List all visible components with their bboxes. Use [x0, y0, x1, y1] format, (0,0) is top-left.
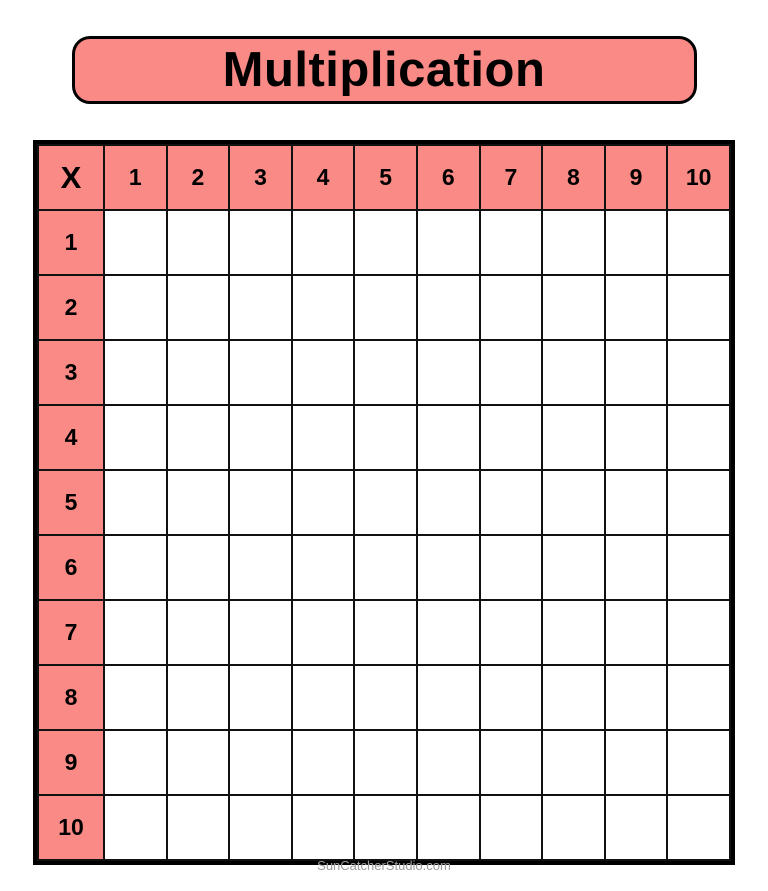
grid-cell[interactable] — [542, 795, 605, 860]
grid-cell[interactable] — [605, 665, 668, 730]
row-header: 8 — [38, 665, 104, 730]
grid-cell[interactable] — [354, 405, 417, 470]
grid-cell[interactable] — [667, 730, 730, 795]
grid-cell[interactable] — [417, 600, 480, 665]
grid-cell[interactable] — [167, 470, 230, 535]
grid-cell[interactable] — [167, 795, 230, 860]
grid-cell[interactable] — [354, 340, 417, 405]
column-header: 1 — [104, 145, 167, 210]
grid-cell[interactable] — [104, 210, 167, 275]
grid-cell[interactable] — [104, 795, 167, 860]
grid-cell[interactable] — [229, 600, 292, 665]
grid-cell[interactable] — [167, 600, 230, 665]
column-header: 3 — [229, 145, 292, 210]
row-header: 2 — [38, 275, 104, 340]
grid-cell[interactable] — [292, 340, 355, 405]
grid-cell[interactable] — [354, 730, 417, 795]
grid-cell[interactable] — [417, 340, 480, 405]
grid-cell[interactable] — [417, 795, 480, 860]
grid-cell[interactable] — [229, 795, 292, 860]
grid-cell[interactable] — [104, 730, 167, 795]
grid-cell[interactable] — [667, 665, 730, 730]
grid-cell[interactable] — [229, 275, 292, 340]
table-row — [38, 600, 730, 665]
grid-cell[interactable] — [292, 600, 355, 665]
grid-cell[interactable] — [104, 470, 167, 535]
grid-cell[interactable] — [167, 730, 230, 795]
grid-cell[interactable] — [292, 535, 355, 600]
grid-cell[interactable] — [667, 340, 730, 405]
grid-cell[interactable] — [480, 340, 543, 405]
table-row — [38, 730, 730, 795]
grid-cell[interactable] — [605, 340, 668, 405]
table-row — [38, 665, 730, 730]
grid-cell[interactable] — [354, 665, 417, 730]
table-row — [38, 470, 730, 535]
grid-cell[interactable] — [229, 210, 292, 275]
grid-cell[interactable] — [104, 535, 167, 600]
grid-cell[interactable] — [667, 600, 730, 665]
grid-cell[interactable] — [167, 405, 230, 470]
grid-cell[interactable] — [417, 470, 480, 535]
grid-cell[interactable] — [480, 535, 543, 600]
grid-cell[interactable] — [167, 210, 230, 275]
column-header: 2 — [167, 145, 230, 210]
grid-cell[interactable] — [605, 730, 668, 795]
table-body — [38, 145, 730, 860]
grid-cell[interactable] — [292, 665, 355, 730]
grid-cell[interactable] — [104, 340, 167, 405]
row-header: 6 — [38, 535, 104, 600]
grid-cell[interactable] — [605, 470, 668, 535]
row-header: 3 — [38, 340, 104, 405]
grid-cell[interactable] — [417, 730, 480, 795]
grid-cell[interactable] — [229, 535, 292, 600]
table-row — [38, 405, 730, 470]
table-row — [38, 210, 730, 275]
row-header: 1 — [38, 210, 104, 275]
grid-cell[interactable] — [104, 275, 167, 340]
grid-cell[interactable] — [605, 405, 668, 470]
grid-cell[interactable] — [292, 730, 355, 795]
column-header: 7 — [480, 145, 543, 210]
grid-cell[interactable] — [167, 275, 230, 340]
grid-cell[interactable] — [292, 405, 355, 470]
grid-cell[interactable] — [605, 795, 668, 860]
multiplication-grid — [33, 140, 735, 865]
grid-cell[interactable] — [605, 275, 668, 340]
grid-cell[interactable] — [480, 730, 543, 795]
grid-cell[interactable] — [480, 470, 543, 535]
grid-cell[interactable] — [542, 535, 605, 600]
row-header: 7 — [38, 600, 104, 665]
grid-cell[interactable] — [229, 665, 292, 730]
column-header: 10 — [667, 145, 730, 210]
grid-cell[interactable] — [104, 600, 167, 665]
table-row — [38, 535, 730, 600]
row-header: 4 — [38, 405, 104, 470]
table-row — [38, 795, 730, 860]
grid-cell[interactable] — [417, 665, 480, 730]
grid-cell[interactable] — [667, 535, 730, 600]
row-header: 10 — [38, 795, 104, 860]
grid-cell[interactable] — [417, 405, 480, 470]
grid-cell[interactable] — [417, 210, 480, 275]
grid-cell[interactable] — [417, 535, 480, 600]
title-banner — [72, 36, 697, 104]
column-header: 9 — [605, 145, 668, 210]
table-row — [38, 340, 730, 405]
grid-cell[interactable] — [354, 600, 417, 665]
grid-cell[interactable] — [667, 210, 730, 275]
grid-cell[interactable] — [605, 600, 668, 665]
grid-cell[interactable] — [542, 340, 605, 405]
table-row — [38, 275, 730, 340]
column-header: 8 — [542, 145, 605, 210]
grid-cell[interactable] — [229, 730, 292, 795]
row-header: 9 — [38, 730, 104, 795]
grid-cell[interactable] — [480, 665, 543, 730]
grid-cell[interactable] — [229, 470, 292, 535]
grid-cell[interactable] — [480, 275, 543, 340]
grid-cell[interactable] — [667, 275, 730, 340]
grid-cell[interactable] — [480, 210, 543, 275]
grid-cell[interactable] — [605, 535, 668, 600]
grid-cell[interactable] — [354, 535, 417, 600]
grid-cell[interactable] — [480, 795, 543, 860]
grid-cell[interactable] — [292, 275, 355, 340]
grid-cell[interactable] — [354, 275, 417, 340]
grid-cell[interactable] — [542, 730, 605, 795]
grid-cell[interactable] — [292, 470, 355, 535]
grid-cell[interactable] — [104, 665, 167, 730]
footer-credit: SunCatcherStudio.com — [317, 858, 451, 873]
grid-cell[interactable] — [542, 665, 605, 730]
column-header: 4 — [292, 145, 355, 210]
grid-cell[interactable] — [605, 210, 668, 275]
grid-corner-label: X — [38, 145, 104, 210]
grid-cell[interactable] — [104, 405, 167, 470]
grid-cell[interactable] — [542, 275, 605, 340]
grid-cell[interactable] — [480, 405, 543, 470]
row-header: 5 — [38, 470, 104, 535]
grid-cell[interactable] — [354, 470, 417, 535]
grid-cell[interactable] — [354, 210, 417, 275]
grid-cell[interactable] — [167, 665, 230, 730]
grid-cell[interactable] — [667, 470, 730, 535]
grid-cell[interactable] — [542, 405, 605, 470]
grid-cell[interactable] — [167, 340, 230, 405]
grid-cell[interactable] — [354, 795, 417, 860]
page-title: Multiplication — [222, 42, 546, 97]
multiplication-table — [37, 144, 731, 861]
grid-cell[interactable] — [667, 795, 730, 860]
grid-cell[interactable] — [229, 340, 292, 405]
grid-cell[interactable] — [480, 600, 543, 665]
column-header: 5 — [354, 145, 417, 210]
grid-cell[interactable] — [542, 600, 605, 665]
grid-cell[interactable] — [292, 210, 355, 275]
grid-cell[interactable] — [167, 535, 230, 600]
grid-cell[interactable] — [417, 275, 480, 340]
table-header-row — [38, 145, 730, 210]
grid-cell[interactable] — [542, 470, 605, 535]
grid-cell[interactable] — [292, 795, 355, 860]
grid-cell[interactable] — [542, 210, 605, 275]
grid-cell[interactable] — [229, 405, 292, 470]
column-header: 6 — [417, 145, 480, 210]
grid-cell[interactable] — [667, 405, 730, 470]
